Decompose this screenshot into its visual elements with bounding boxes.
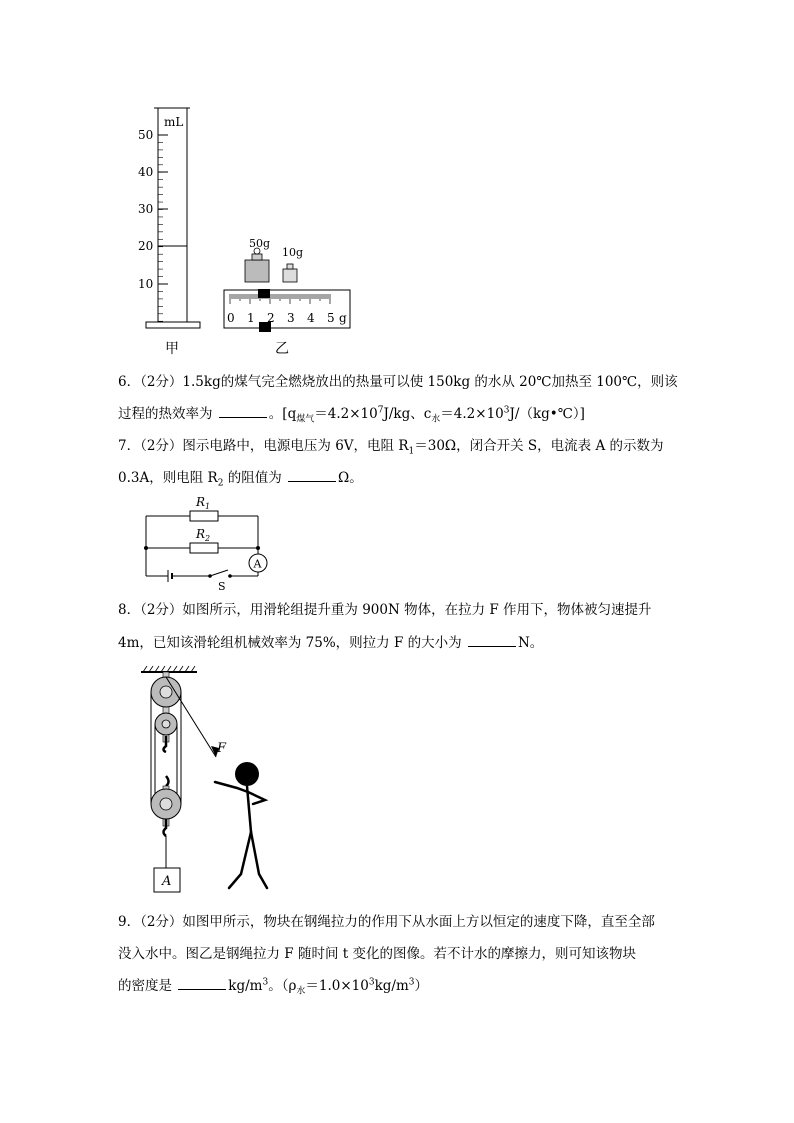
force-label: F <box>217 741 227 756</box>
q8-line2: 4m，已知该滑轮组机械效率为 75%，则拉力 F 的大小为 N。 <box>118 635 544 651</box>
q6-line2: 过程的热效率为 。[$q_{煤气}=4.2\times 10^7J/kg$、$c_水=4.2\times 10^3J/(kg•℃)$] <box>118 405 585 425</box>
q9-answer-blank[interactable] <box>178 976 226 990</box>
caption-jia: 甲 <box>165 341 179 357</box>
balance-figure <box>220 232 360 336</box>
weight-50g-label: 50g <box>249 237 271 250</box>
pulley-figure <box>135 664 280 896</box>
scale-num-2: 2 <box>267 311 275 325</box>
switch-label: S <box>218 580 226 593</box>
q9-line1: 9．（2分）如图甲所示，物块在钢绳拉力的作用下从水面上方以恒定的速度下降，直至全部 <box>118 914 655 930</box>
q6-line1: 6．（2分）1.5kg的煤气完全燃烧放出的热量可以使 150kg 的水从 20℃加热至 100℃，则该 <box>118 374 678 390</box>
q9-line2: 没入水中。图乙是钢绳拉力 F 随时间 t 变化的图像。若不计水的摩擦力，则可知该物块 <box>118 946 636 962</box>
scale-num-4: 4 <box>307 311 315 325</box>
q9-line3: 的密度是 $kg/m^3$。$(\rho_水=1.0\times 10^3kg/m^3)$ <box>118 977 429 997</box>
q7-line2: 0.3A，则电阻 $R_2$ 的阻值为 Ω。 <box>118 470 363 489</box>
cylinder-figure <box>130 100 220 332</box>
cylinder-tick-10: 10 <box>138 277 154 291</box>
scale-num-0: 0 <box>227 311 235 325</box>
ammeter-label: A <box>253 557 262 571</box>
caption-yi: 乙 <box>275 341 289 357</box>
weight-10g-label: 10g <box>282 246 304 259</box>
q8-answer-blank[interactable] <box>468 633 516 647</box>
cylinder-unit: mL <box>164 115 184 129</box>
r1-label: $R_1$ <box>196 495 211 511</box>
scale-unit: g <box>339 311 347 325</box>
scale-num-1: 1 <box>247 311 255 325</box>
block-a-label: A <box>162 874 172 889</box>
q7-line1: 7．（2分）图示电路中，电源电压为 6V，电阻 $R_1=30\Omega$，闭合开关 S，电流表 A 的示数为 <box>118 438 664 457</box>
cylinder-tick-40: 40 <box>138 165 154 179</box>
scale-num-5: 5 <box>327 311 335 325</box>
scale-num-3: 3 <box>287 311 295 325</box>
q7-answer-blank[interactable] <box>288 468 336 482</box>
cylinder-tick-20: 20 <box>138 239 154 253</box>
q6-answer-blank[interactable] <box>219 404 267 418</box>
resistor-r1 <box>190 511 218 521</box>
cylinder-tick-30: 30 <box>138 202 154 216</box>
r2-label: $R_2$ <box>196 527 211 543</box>
cylinder-tick-50: 50 <box>138 128 154 142</box>
q8-line1: 8．（2分）如图所示，用滑轮组提升重为 900N 物体，在拉力 F 作用下，物体被匀速提升 <box>118 602 652 618</box>
resistor-r2 <box>190 543 218 553</box>
circuit-diagram <box>138 492 272 593</box>
